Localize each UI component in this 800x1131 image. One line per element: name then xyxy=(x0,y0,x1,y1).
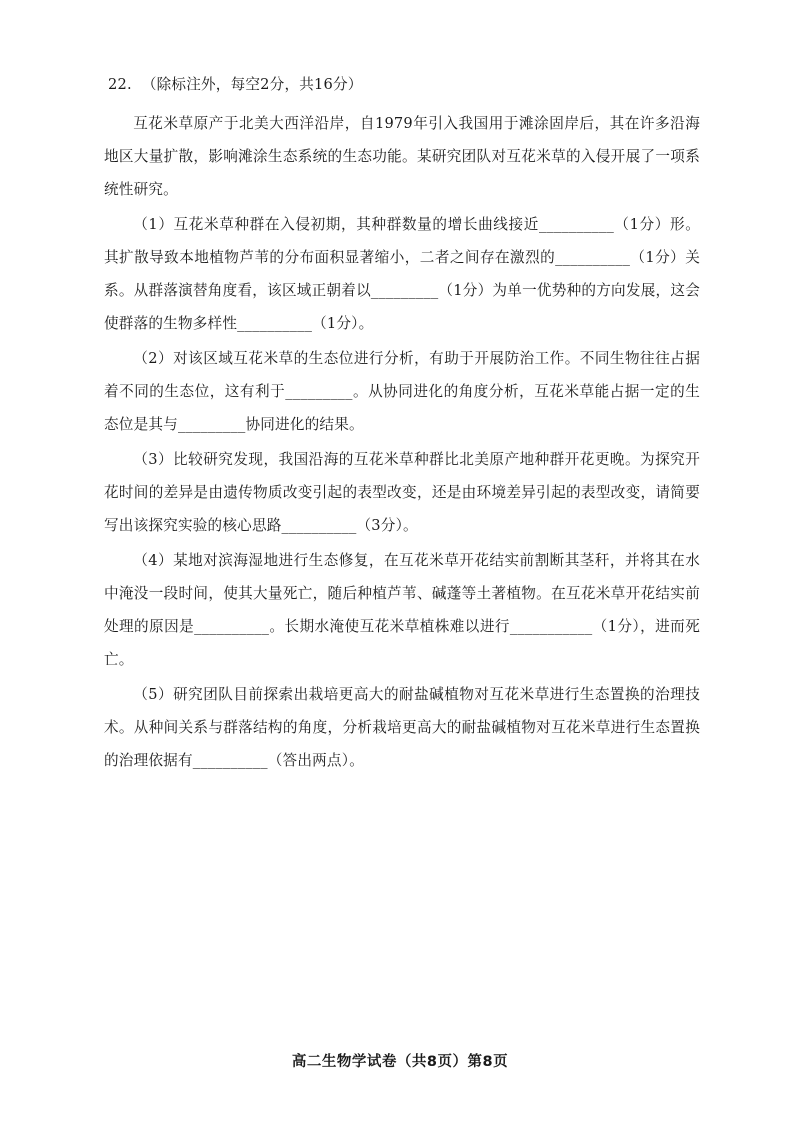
question-heading xyxy=(108,68,700,101)
sub-question-4: （4）某地对滨海湿地进行生态修复，在互花米草开花结实前割断其茎秆，并将其在水中淹没一段时间，使其大量死亡，随后种植芦苇、碱蓬等土著植物。在互花米草开花结实前处理的原因是__________。长期水淹使互花米草植株难以进行___________（1分），进而死亡。 xyxy=(104,552,700,668)
sub-question-3: （3）比较研究发现，我国沿海的互花米草种群比北美原产地种群开花更晚。为探究开花时间的差异是由遗传物质改变引起的表型改变，还是由环境差异引起的表型改变，请简要写出该探究实验的核心思路__________（3分）。 xyxy=(104,451,700,534)
question-scoring-note: （除标注外，每空2分，共16分） xyxy=(141,76,363,93)
page-footer: 高二生物学试卷（共8页）第8页 xyxy=(291,1054,509,1070)
sub-question-5: （5）研究团队目前探索出栽培更高大的耐盐碱植物对互花米草进行生态置换的治理技术。从种间关系与群落结构的角度，分析栽培更高大的耐盐碱植物对互花米草进行生态置换的治理依据有__________（答出两点）。 xyxy=(104,686,700,769)
question-number: 22. xyxy=(108,76,132,93)
sub-question-1: （1）互花米草种群在入侵初期，其种群数量的增长曲线接近__________（1分）形。其扩散导致本地植物芦苇的分布面积显著缩小，二者之间存在激烈的__________（1分）关系。从群落演替角度看，该区域正朝着以_________（1分）为单一优势种的方向发展，这会使群落的生物多样性__________（1分）。 xyxy=(104,216,700,332)
sub-question-2: （2）对该区域互花米草的生态位进行分析，有助于开展防治工作。不同生物往往占据着不同的生态位，这有利于_________。从协同进化的角度分析，互花米草能占据一定的生态位是其与_________协同进化的结果。 xyxy=(104,350,700,433)
question-intro: 互花米草原产于北美大西洋沿岸，自1979年引入我国用于滩涂固岸后，其在许多沿海地区大量扩散，影响滩涂生态系统的生态功能。某研究团队对互花米草的入侵开展了一项系统性研究。 xyxy=(104,115,700,198)
question-content xyxy=(104,68,700,777)
